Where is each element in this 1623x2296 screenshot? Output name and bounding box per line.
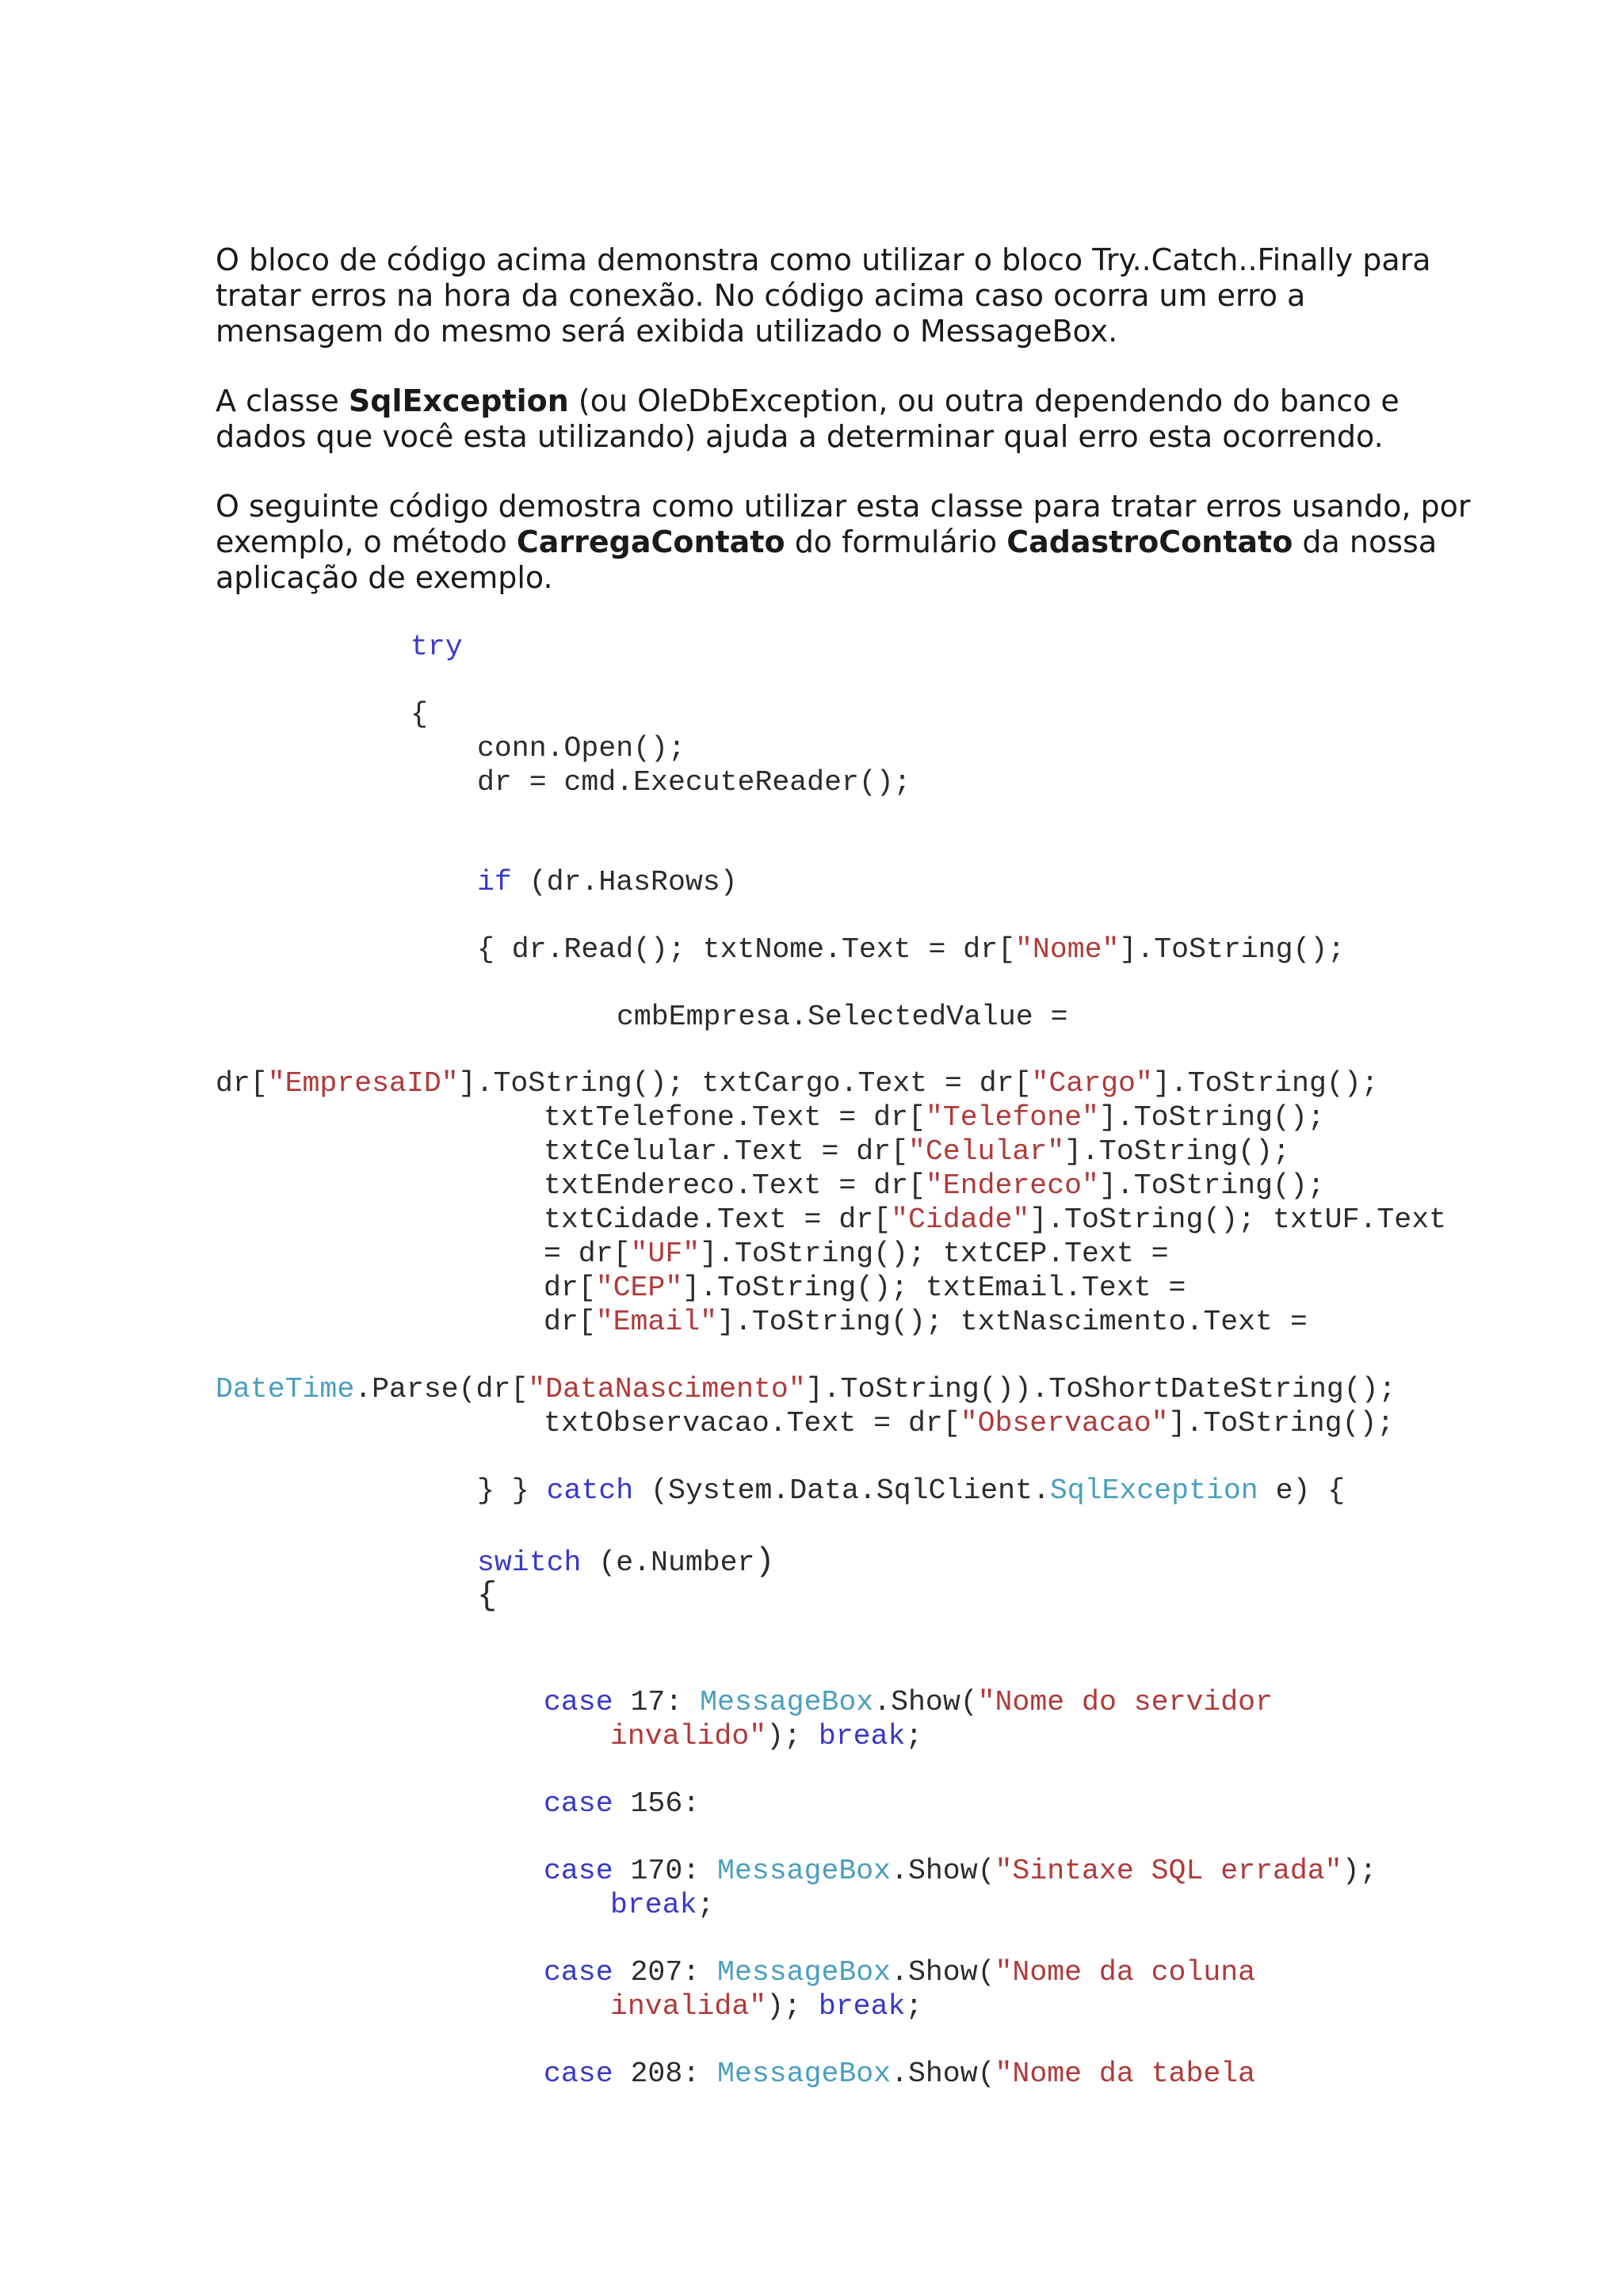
bold-term: CarregaContato xyxy=(516,524,785,559)
paragraph-example-intro xyxy=(216,489,1499,596)
text-line: tratar erros na hora da conexão. No código acima caso ocorra um erro a xyxy=(216,278,1306,313)
paragraph-sqlexception xyxy=(216,383,1499,455)
text-line: O seguinte código demostra como utilizar esta classe para tratar erros usando, por xyxy=(216,489,1471,524)
code-line-observacao: txtObservacao.Text = dr["Observacao"].ToString(); xyxy=(544,1407,1395,1440)
text-line: aplicação de exemplo. xyxy=(216,560,553,595)
text-line: A classe SqlException (ou OleDbException, ou outra dependendo do banco e xyxy=(216,383,1400,418)
code-line-datetime-parse: DateTime.Parse(dr["DataNascimento"].ToString()).ToShortDateString(); xyxy=(216,1373,1396,1405)
text-line: O bloco de código acima demonstra como utilizar o bloco Try..Catch..Finally para xyxy=(216,242,1431,277)
code-line-uf: = dr["UF"].ToString(); txtCEP.Text = xyxy=(544,1238,1169,1270)
code-line-case-208: case 208: MessageBox.Show("Nome da tabela xyxy=(544,2058,1256,2090)
code-line-case-207: case 207: MessageBox.Show("Nome da coluna xyxy=(544,1956,1256,1989)
code-line-case-170: case 170: MessageBox.Show("Sintaxe SQL errada"); xyxy=(544,1855,1377,1887)
code-line-cmb-empresa: cmbEmpresa.SelectedValue = xyxy=(617,1001,1068,1033)
code-line-read: { dr.Read(); txtNome.Text = dr["Nome"].ToString(); xyxy=(477,933,1346,966)
code-line-cidade: txtCidade.Text = dr["Cidade"].ToString(); txtUF.Text xyxy=(544,1203,1446,1236)
code-line-try: try xyxy=(411,631,463,663)
text-line: mensagem do mesmo será exibida utilizado o MessageBox. xyxy=(216,314,1118,349)
code-line-open-brace: { xyxy=(411,698,428,730)
code-line-case-17-cont: invalido"); break; xyxy=(610,1720,923,1753)
code-line-execute-reader: dr = cmd.ExecuteReader(); xyxy=(477,766,911,799)
code-line-catch: } } catch (System.Data.SqlClient.SqlException e) { xyxy=(477,1474,1346,1507)
bold-term: CadastroContato xyxy=(1006,524,1293,559)
code-line-case-207-cont: invalida"); break; xyxy=(610,1990,923,2023)
text-line: dados que você esta utilizando) ajuda a determinar qual erro esta ocorrendo. xyxy=(216,419,1384,454)
code-line-empresa-cargo: dr["EmpresaID"].ToString(); txtCargo.Text = dr["Cargo"].ToString(); xyxy=(216,1067,1379,1100)
code-line-case-156: case 156: xyxy=(544,1787,701,1820)
code-line-cep: dr["CEP"].ToString(); txtEmail.Text = xyxy=(544,1272,1186,1304)
bold-term: SqlException xyxy=(348,383,569,418)
code-line-case-17: case 17: MessageBox.Show("Nome do servidor xyxy=(544,1686,1273,1718)
code-line-telefone: txtTelefone.Text = dr["Telefone"].ToString(); xyxy=(544,1101,1325,1134)
code-line-conn-open: conn.Open(); xyxy=(477,732,685,765)
code-line-case-170-break: break; xyxy=(610,1889,715,1921)
text-line: exemplo, o método CarregaContato do formulário CadastroContato da nossa xyxy=(216,524,1438,559)
code-line-email: dr["Email"].ToString(); txtNascimento.Text = xyxy=(544,1306,1308,1338)
paragraph-try-catch-intro xyxy=(216,242,1499,349)
code-line-switch-brace: { xyxy=(477,1577,498,1615)
code-line-if: if (dr.HasRows) xyxy=(477,866,738,898)
code-line-celular: txtCelular.Text = dr["Celular"].ToString(); xyxy=(544,1135,1290,1168)
code-line-switch: switch (e.Number) xyxy=(477,1543,775,1581)
code-line-endereco: txtEndereco.Text = dr["Endereco"].ToString(); xyxy=(544,1169,1325,1202)
